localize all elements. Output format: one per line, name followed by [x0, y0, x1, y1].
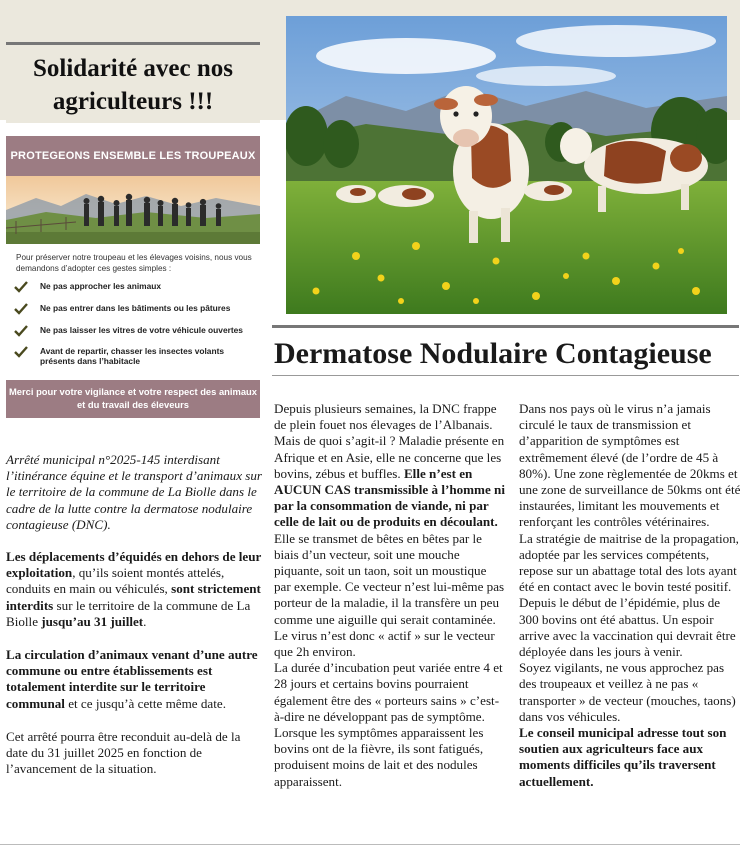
bold-text: sont strictement interdits: [6, 581, 261, 613]
article-column-1: [274, 401, 506, 790]
poster-footer: Merci pour votre vigilance et votre respect des animaux et du travail des éleveurs: [6, 380, 260, 418]
bold-text: Les déplacements d’équidés en dehors de leur exploitation: [6, 549, 262, 581]
arrete-notice: Arrêté municipal n°2025-145 interdisant l’itinérance équine et le transport d’animaux sur le territoire de la commune de La Biolle dans le cadre de la lutte contre la dermatose nodulaire contagieuse (DNC).: [6, 452, 263, 532]
poster-heading: PROTEGEONS ENSEMBLE LES TROUPEAUX: [6, 136, 260, 176]
poster-hikers-image: [6, 176, 260, 244]
body-text: , qu’ils soient montés attelés, conduits en main ou véhiculés,: [6, 565, 225, 597]
body-text: La stratégie de maitrise de la propagation, adoptée par les services compétents, repose sur un abattage total des lots ayant été en contact avec le bovin testé positif. Depuis le début de l’épidémie, plus de 300 bovins ont été abattus. Un espoir arrive avec la vaccination qui devrait être déployée dans les jours à venir.: [519, 530, 739, 660]
check-icon: [14, 346, 28, 358]
poster-rule-text: Ne pas laisser les vitres de votre véhicule ouvertes: [40, 325, 243, 335]
left-paragraph-1: [6, 549, 264, 630]
poster-rule-text: Avant de repartir, chasser les insectes volants présents dans l’habitacle: [40, 346, 225, 366]
body-text: .: [143, 613, 147, 629]
title-rule-top: [272, 325, 739, 328]
body-text: Depuis plusieurs semaines, la DNC frappe de plein fouet nos élevages de l’Albanais. Mais de quoi s’agit-il ? Maladie présente en Afrique et en Asie, elle ne concerne que les bovins, zébus et buffles.: [274, 401, 505, 481]
title-rule-bottom: [272, 375, 739, 376]
article-column-2: [519, 401, 740, 790]
poster-intro: Pour préserver notre troupeau et les élevages voisins, nous vous demandons d’adopter ces gestes simples :: [16, 253, 252, 273]
check-icon: [14, 281, 28, 293]
poster-rule-text: Ne pas entrer dans les bâtiments ou les pâtures: [40, 303, 231, 313]
body-text: et ce jusqu’à cette même date.: [64, 695, 226, 711]
left-paragraph-3: Cet arrêté pourra être reconduit au-delà de la date du 31 juillet 2025 en fonction de l’avancement de la situation.: [6, 729, 241, 777]
bold-text: Elle n’est en AUCUN CAS transmissible à l’homme ni par la consommation de viande, ni par celle de lait ou de produits en découlant.: [274, 465, 505, 530]
cows-pasture-photo: [286, 16, 727, 314]
body-text: Dans nos pays où le virus n’a jamais circulé le taux de transmission et d’apparition de symptômes est extrêmement élevé (de l’ordre de 45 à 80%). Une zone règlementée de 20kms et une zone de surveillance de 50kms ont été instaurées, limitant les mouvements et renforçant les contrôles vétérinaires.: [519, 401, 740, 530]
bold-text: jusqu’au 31 juillet: [41, 613, 144, 629]
check-icon: [14, 325, 28, 337]
bold-text: La circulation d’animaux venant d’une autre commune ou entre établissements est totalement interdite sur le territoire communal: [6, 647, 258, 711]
left-title: Solidarité avec nos agriculteurs !!!: [33, 55, 233, 115]
check-icon: [14, 303, 28, 315]
bold-text: Le conseil municipal adresse tout son soutien aux agriculteurs face aux moments difficiles qu’ils traversent actuellement.: [519, 725, 727, 789]
left-paragraph-2: [6, 647, 264, 712]
body-text: Soyez vigilants, ne vous approchez pas des troupeaux et veillez à ne pas « transporter » de vecteur (mouches, taons) dans vos véhicules.: [519, 660, 736, 724]
poster-rule-text: Ne pas approcher les animaux: [40, 281, 162, 291]
body-text: sur le territoire de la commune de La Biolle: [6, 597, 251, 629]
body-text: Elle se transmet de bêtes en bêtes par le biais d’un vecteur, soit une mouche piquante, soit un taon, soit un moustique par exemple. Ce vecteur n’est lui-même pas porteur de la maladie, il la transfère un peu comme une aiguille qui serait contaminée. Le virus n’est donc « actif » sur le vecteur que 2h environ.: [274, 530, 505, 660]
article-title: Dermatose Nodulaire Contagieuse: [274, 337, 712, 370]
protection-poster: [6, 136, 260, 418]
body-text: La durée d’incubation peut variée entre 4 et 28 jours et certains bovins pourraient également être des « porteurs sains » c’est-à-dire ne développant pas de symptôme. Lorsque les symptômes apparaissent les bovins ont de la fièvre, ils sont fatigués, produisent moins de lait et des nodules apparaissent.: [274, 660, 503, 789]
page-bottom-rule: [0, 844, 740, 845]
